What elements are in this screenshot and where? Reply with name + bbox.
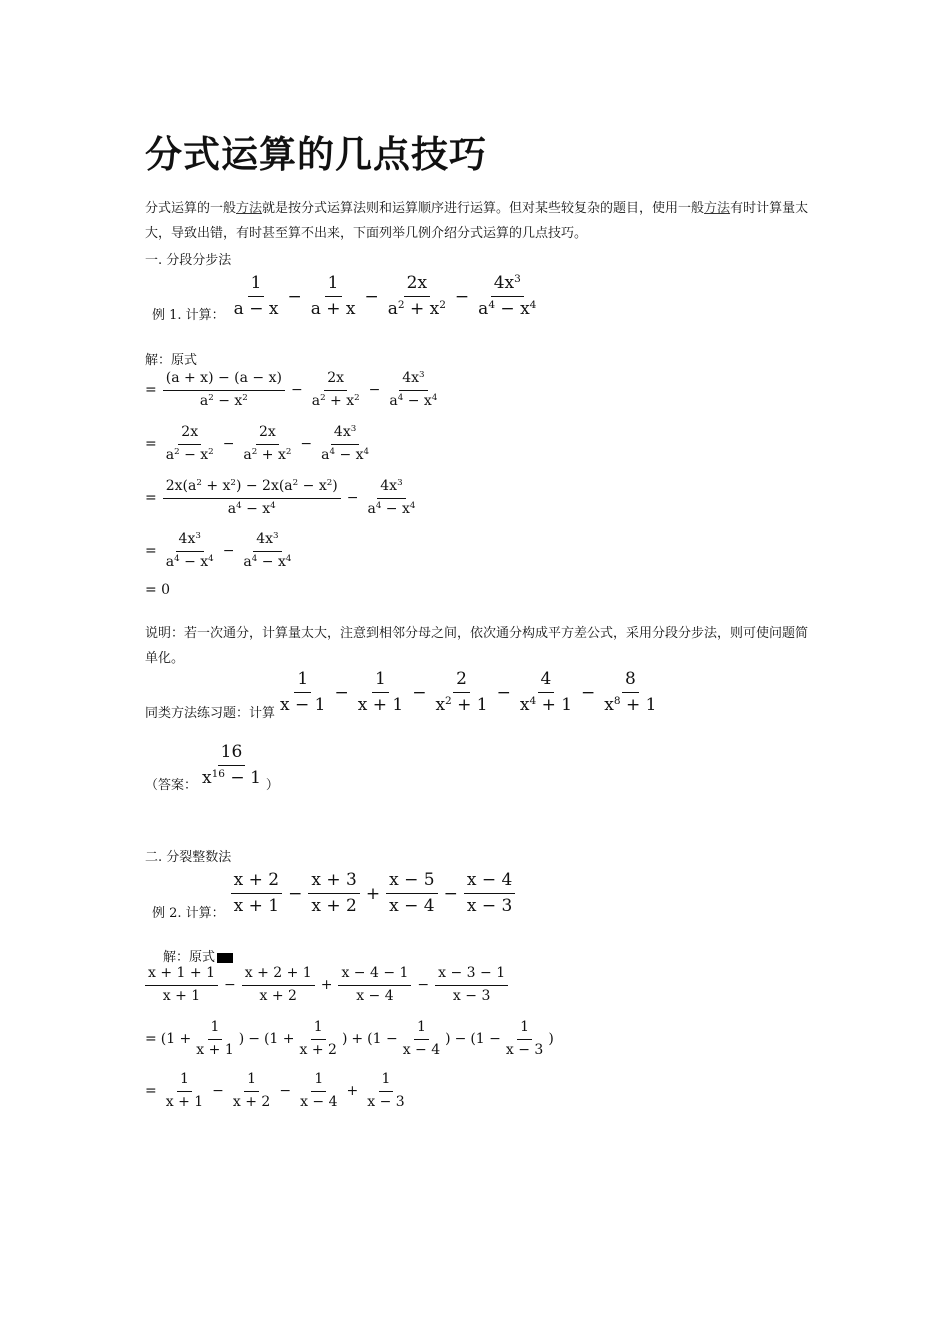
exercise-answer: （答案： $\frac{16}{x^{16} - 1}$ ） (145, 741, 279, 793)
solution1-result: = 0 (145, 582, 171, 598)
section1-heading: 一. 分段分步法 (145, 253, 232, 268)
example1-label: 例 1. 计算： (152, 308, 225, 323)
solution1-step3: = $\frac{2x(a^2 + x^2) - 2x(a^2 - x^2)}{a^4 - x^4}$ − $\frac{4x^3}{a^4 - x^4}$ (145, 478, 416, 517)
solution2-label: 解：原式 (163, 950, 216, 965)
solution1-step4: = $\frac{4x^3}{a^4 - x^4}$ − $\frac{4x^3}{a^4 - x^4}$ (145, 531, 292, 570)
solution2-step2: = (1 + $\frac{1}{x + 1}$ ) − (1 + $\frac{1}{x + 2}$ ) + (1 − $\frac{1}{x - 4}$ ) − (1 − $\frac{1}{x - 3}$ ) (145, 1019, 554, 1058)
equals-glyph-icon (217, 953, 233, 963)
intro-paragraph (145, 196, 815, 246)
page-title: 分式运算的几点技巧 (145, 133, 487, 176)
section1-note: 说明：若一次通分，计算量太大，注意到相邻分母之间，依次通分构成平方差公式，采用分段分步法，则可使问题简单化。 (145, 626, 809, 666)
intro-text-2: 就是按分式运算法则和运算顺序进行运算。但对某些较复杂的题目，使用一般 (262, 201, 705, 216)
example2-label: 例 2. 计算： (152, 906, 225, 921)
intro-text-1: 分式运算的一般 (145, 201, 237, 216)
example2-expression: 例 2. 计算： $\frac{x + 2}{x + 1}$ − $\frac{x + 3}{x + 2}$ + $\frac{x - 5}{x - 4}$ − $\frac{x - 4}{x - 3}$ (152, 866, 517, 921)
solution1-step2: = $\frac{2x}{a^2 - x^2}$ − $\frac{2x}{a^2 + x^2}$ − $\frac{4x^3}{a^4 - x^4}$ (145, 424, 370, 463)
intro-text-3: 有时计算量太大，导致出错，有时甚至算不出来，下面列举几例介绍分式运算的几点技巧。 (145, 201, 809, 241)
answer-suffix: ） (265, 778, 279, 793)
solution2-label-row (163, 946, 233, 965)
solution1-step1: = $\frac{(a + x) - (a - x)}{a^2 - x^2}$ − $\frac{2x}{a^2 + x^2}$ − $\frac{4x^3}{a^4 - x^4}$ (145, 370, 438, 409)
method-link-2[interactable]: 方法 (704, 201, 731, 216)
solution2-step3: = $\frac{1}{x + 1}$ − $\frac{1}{x + 2}$ − $\frac{1}{x - 4}$ + $\frac{1}{x - 3}$ (145, 1071, 405, 1110)
exercise-expression: 同类方法练习题：计算 $\frac{1}{x - 1}$ − $\frac{1}{x + 1}$ − $\frac{2}{x^2 + 1}$ − $\frac{4}{x^4 + 1}$ − $\frac{8}{x^8 + 1}$ (145, 668, 657, 721)
solution2-step1: $\frac{x + 1 + 1}{x + 1}$ − $\frac{x + 2 + 1}{x + 2}$ + $\frac{x - 4 - 1}{x - 4}$ − $\frac{x - 3 - 1}{x - 3}$ (145, 965, 510, 1005)
exercise-label: 同类方法练习题：计算 (145, 706, 276, 721)
solution1-label: 解：原式 (145, 353, 198, 368)
example1-expression: 例 1. 计算： $\frac{1}{a - x}$ − $\frac{1}{a + x}$ − $\frac{2x}{a^2 + x^2}$ − $\frac{4x^3}{a^4 - x^4}$ (152, 272, 537, 323)
answer-prefix: （答案： (145, 778, 198, 793)
section2-heading: 二. 分裂整数法 (145, 850, 232, 865)
method-link-1[interactable]: 方法 (236, 201, 263, 216)
